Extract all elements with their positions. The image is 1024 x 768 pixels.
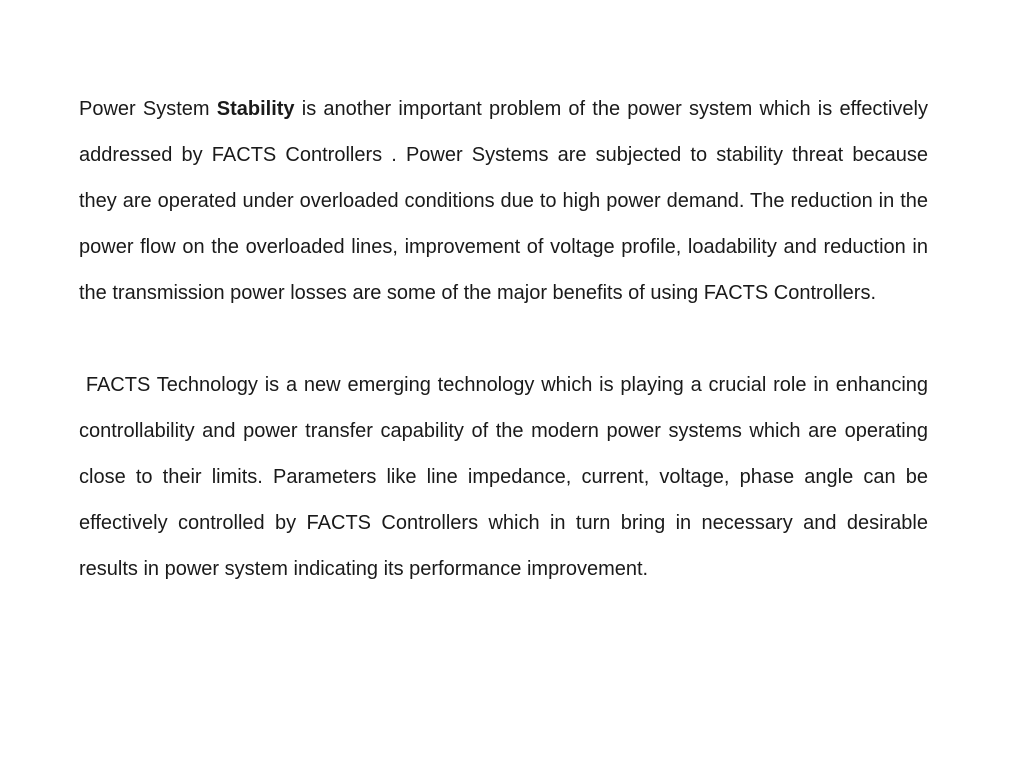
slide-body (79, 86, 934, 592)
paragraph-stability-rest: is another important problem of the power system which is effectively addressed by FACTS Controllers . Power Systems are subjected to stability threat because they are operated under overloaded conditions due to high power demand. The reduction in the power flow on the overloaded lines, improvement of voltage profile, loadability and reduction in the transmission power losses are some of the major benefits of using FACTS Controllers. (79, 98, 929, 304)
paragraph-facts-technology-text: FACTS Technology is a new emerging technology which is playing a crucial role in enhancing controllability and power transfer capability of the modern power systems which are operating close to their limits. Parameters like line impedance, current, voltage, phase angle can be effectively controlled by FACTS Controllers which in turn bring in necessary and desirable results in power system indicating its performance improvement. (79, 374, 934, 580)
stability-emphasis: Stability (216, 98, 295, 120)
paragraph-facts-technology (79, 362, 934, 592)
paragraph-stability (79, 86, 928, 316)
paragraph-stability-lead: Power System (79, 98, 217, 120)
